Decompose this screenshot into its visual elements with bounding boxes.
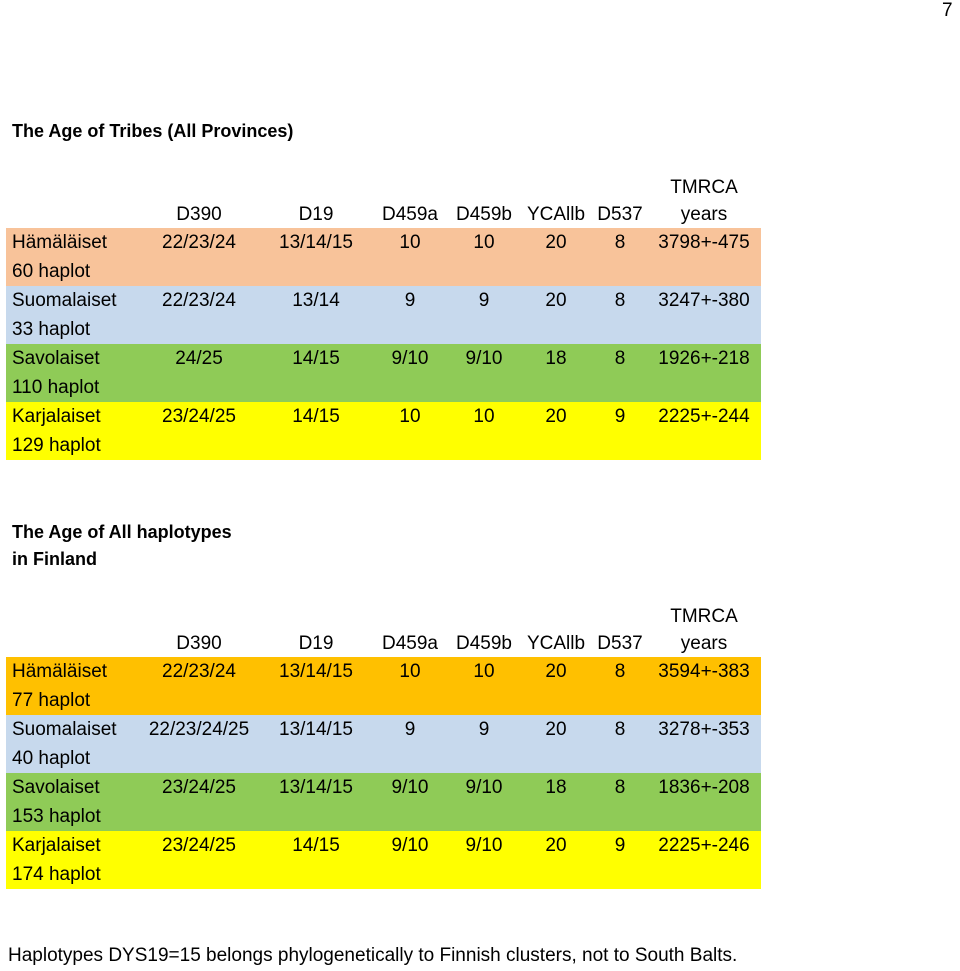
cell-d459b: 9 (478, 290, 490, 311)
cell-d537: 8 (614, 348, 626, 369)
table-row (6, 831, 761, 860)
header-d537: D537 (597, 204, 643, 225)
header-tmrca-line1: TMRCA (670, 606, 738, 627)
header-tmrca-line1: TMRCA (670, 177, 738, 198)
cell-d459a: 10 (399, 232, 421, 253)
header-tmrca (647, 601, 761, 657)
table-row (6, 286, 761, 315)
cell-d459a: 9 (404, 290, 416, 311)
cell-d19: 13/14/15 (279, 661, 353, 682)
cell-d459a: 9/10 (391, 348, 429, 369)
cell-d459b: 9 (478, 719, 490, 740)
table-row (6, 715, 761, 744)
table-header-row (6, 601, 761, 657)
table-row-sub (6, 431, 761, 460)
cell-d390: 22/23/24/25 (148, 719, 250, 740)
cell-d459a: 10 (399, 661, 421, 682)
row-name: Hämäläiset (12, 661, 108, 682)
header-d459a: D459a (382, 204, 438, 225)
cell-d537: 8 (614, 777, 626, 798)
row-haplot-count: 174 haplot (12, 864, 101, 885)
cell-d459a: 9 (404, 719, 416, 740)
cell-d537: 8 (614, 290, 626, 311)
table-row-sub (6, 860, 761, 889)
cell-ycallb: 20 (545, 719, 567, 740)
header-d459b: D459b (456, 204, 512, 225)
cell-d390: 22/23/24 (162, 232, 236, 253)
cell-d390: 24/25 (175, 348, 223, 369)
table-row-sub (6, 315, 761, 344)
header-d390: D390 (176, 633, 222, 654)
row-haplot-count: 110 haplot (12, 377, 100, 398)
cell-tmrca: 3278+-353 (658, 719, 750, 740)
row-haplot-count: 129 haplot (12, 435, 101, 456)
cell-d459b: 10 (473, 661, 495, 682)
row-haplot-count: 40 haplot (12, 748, 91, 769)
cell-d390: 22/23/24 (162, 290, 236, 311)
cell-ycallb: 20 (545, 835, 567, 856)
table-row (6, 773, 761, 802)
row-name: Karjalaiset (12, 835, 101, 856)
cell-d19: 14/15 (292, 835, 340, 856)
section-title-tribes: The Age of Tribes (All Provinces) (12, 121, 294, 141)
header-empty (6, 601, 137, 657)
cell-d459b: 10 (473, 232, 495, 253)
cell-tmrca: 2225+-246 (658, 835, 750, 856)
cell-d537: 9 (614, 835, 626, 856)
section-title-line1: The Age of All haplotypes (12, 522, 232, 542)
cell-tmrca: 3798+-475 (658, 232, 750, 253)
header-d459b: D459b (456, 633, 512, 654)
cell-d459b: 9/10 (465, 835, 503, 856)
tribes-table (6, 172, 761, 460)
cell-d390: 23/24/25 (162, 406, 236, 427)
table-row-sub (6, 257, 761, 286)
cell-d537: 8 (614, 232, 626, 253)
table-row-sub (6, 373, 761, 402)
cell-ycallb: 20 (545, 406, 567, 427)
cell-d459a: 9/10 (391, 835, 429, 856)
cell-d390: 22/23/24 (162, 661, 236, 682)
cell-d459b: 9/10 (465, 348, 503, 369)
row-name: Hämäläiset (12, 232, 108, 253)
cell-tmrca: 2225+-244 (658, 406, 750, 427)
row-name: Suomalaiset (12, 719, 117, 740)
table-row-sub (6, 802, 761, 831)
footnote: Haplotypes DYS19=15 belongs phylogenetically to Finnish clusters, not to South Balts. (8, 945, 738, 966)
section-title-all-haplotypes (12, 519, 232, 573)
table-row-sub (6, 686, 761, 715)
header-tmrca (647, 172, 761, 228)
section-title-line2: in Finland (12, 549, 97, 569)
table-row-sub (6, 744, 761, 773)
header-d390: D390 (176, 204, 222, 225)
header-ycallb: YCAllb (526, 633, 586, 654)
cell-d19: 13/14 (292, 290, 340, 311)
cell-ycallb: 18 (545, 348, 567, 369)
row-haplot-count: 77 haplot (12, 690, 91, 711)
cell-d390: 23/24/25 (162, 777, 236, 798)
cell-d19: 13/14/15 (279, 232, 353, 253)
table-header-row (6, 172, 761, 228)
cell-d459b: 9/10 (465, 777, 503, 798)
cell-d537: 8 (614, 719, 626, 740)
cell-d537: 9 (614, 406, 626, 427)
cell-tmrca: 3247+-380 (658, 290, 750, 311)
row-name: Savolaiset (12, 348, 100, 369)
table-row (6, 402, 761, 431)
cell-ycallb: 18 (545, 777, 567, 798)
cell-d459b: 10 (473, 406, 495, 427)
table-row (6, 228, 761, 257)
cell-tmrca: 1836+-208 (658, 777, 750, 798)
header-empty (6, 172, 137, 228)
cell-d459a: 9/10 (391, 777, 429, 798)
cell-d459a: 10 (399, 406, 421, 427)
cell-ycallb: 20 (545, 661, 567, 682)
cell-tmrca: 3594+-383 (658, 661, 750, 682)
cell-ycallb: 20 (545, 232, 567, 253)
header-d459a: D459a (382, 633, 438, 654)
row-name: Karjalaiset (12, 406, 101, 427)
cell-d390: 23/24/25 (162, 835, 236, 856)
cell-tmrca: 1926+-218 (658, 348, 750, 369)
row-haplot-count: 60 haplot (12, 261, 91, 282)
cell-d19: 14/15 (292, 348, 340, 369)
cell-d19: 14/15 (292, 406, 340, 427)
header-d19: D19 (298, 633, 334, 654)
row-haplot-count: 33 haplot (12, 319, 91, 340)
page-number: 7 (942, 0, 953, 21)
row-name: Suomalaiset (12, 290, 117, 311)
header-tmrca-line2: years (680, 633, 728, 654)
header-ycallb: YCAllb (526, 204, 586, 225)
cell-ycallb: 20 (545, 290, 567, 311)
cell-d537: 8 (614, 661, 626, 682)
cell-d19: 13/14/15 (279, 777, 353, 798)
table-row (6, 344, 761, 373)
table-row (6, 657, 761, 686)
cell-d19: 13/14/15 (279, 719, 353, 740)
header-tmrca-line2: years (680, 204, 728, 225)
row-haplot-count: 153 haplot (12, 806, 101, 827)
header-d19: D19 (298, 204, 334, 225)
all-haplotypes-table (6, 601, 761, 889)
header-d537: D537 (597, 633, 643, 654)
row-name: Savolaiset (12, 777, 100, 798)
